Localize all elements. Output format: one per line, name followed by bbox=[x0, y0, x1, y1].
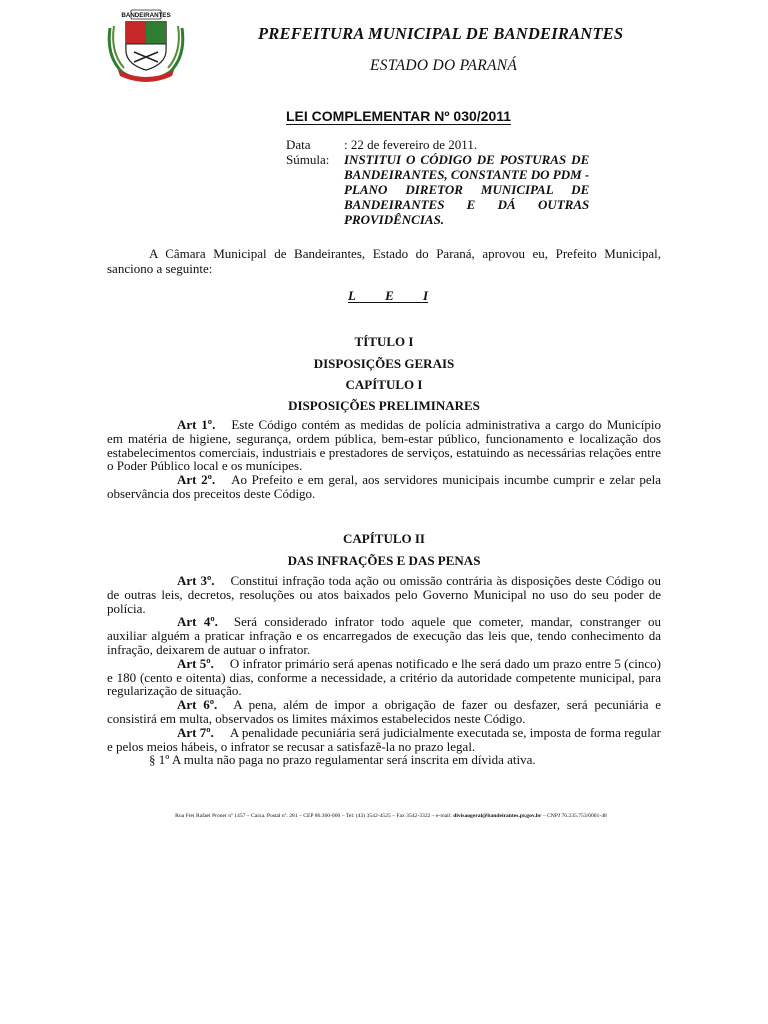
footer-cnpj: – CNPJ 76.235.753/0001-48 bbox=[541, 813, 607, 819]
article-text: A penalidade pecuniária será judicialmente executada se, imposta de forma regular e pelos meios hábeis, o infrator se recusar a satisfazê-la no prazo legal. bbox=[107, 724, 661, 754]
article-2 bbox=[107, 473, 661, 501]
article-label: Art 5º. bbox=[177, 655, 214, 671]
section-heading: DAS INFRAÇÕES E DAS PENAS bbox=[287, 553, 481, 568]
footer-email: divisaogeral@bandeirantes.pr.gov.br bbox=[453, 813, 542, 819]
article-text: Este Código contém as medidas de polícia administrativa a cargo do Município em matéria de higiene, segurança, ordem pública, bem-estar público, funcionamento e localização dos estabelecimentos comerciais, industriais e prestadores de serviços, estatuindo as necessárias relações entre o Poder Público local e os munícipes. bbox=[107, 417, 662, 474]
article-text: A pena, além de impor a obrigação de fazer ou desfazer, será pecuniária e consistirá em multa, observados os limites máximos estabelecidos neste Código. bbox=[107, 697, 661, 726]
article-label: Art 1º. bbox=[177, 417, 216, 432]
sumula-label: Súmula: bbox=[286, 152, 330, 167]
chapter-heading: CAPÍTULO I bbox=[345, 377, 423, 392]
article-4 bbox=[107, 615, 661, 656]
article-text: Constitui infração toda ação ou omissão contrária às disposições deste Código ou de outras leis, decretos, resoluções ou atos baixados pelo Governo Municipal no uso do seu poder de polícia. bbox=[107, 573, 661, 616]
article-text: O infrator primário será apenas notificado e lhe será dado um prazo entre 5 (cinco) e 180 (cento e oitenta) dias, conforme a necessidade, a critério da autoridade competente municipal, para regularização de situação. bbox=[107, 655, 661, 699]
date-label: Data bbox=[286, 137, 311, 152]
footer-address: Rua Frei Rafael Proner nº 1457 – Caixa. Postal nº. 281 – CEP 86.360-000 – Tel: (43) 3542-4525 – Fax 3542-3322 – e-mail: bbox=[175, 813, 454, 819]
sumula-line: BANDEIRANTES E DÁ OUTRAS bbox=[344, 197, 590, 212]
sumula-line: PLANO DIRETOR MUNICIPAL DE bbox=[344, 182, 590, 197]
article-5 bbox=[107, 657, 661, 698]
lei-heading bbox=[348, 288, 428, 304]
sumula-text bbox=[344, 152, 589, 227]
article-text: Será considerado infrator todo aquele que cometer, mandar, constranger ou auxiliar alguém a praticar infração e os encarregados de execução das leis que, tendo conhecimento da infração, deixarem de autuar o infrator. bbox=[107, 614, 662, 657]
municipal-crest-logo bbox=[104, 6, 188, 82]
chapter-heading: CAPÍTULO II bbox=[343, 531, 425, 546]
law-metadata bbox=[286, 137, 662, 227]
article-3 bbox=[107, 574, 661, 615]
chapter1-body bbox=[107, 418, 661, 501]
article-6 bbox=[107, 698, 661, 726]
lei-letter: L bbox=[348, 288, 356, 303]
section-heading: DISPOSIÇÕES GERAIS bbox=[313, 356, 455, 371]
lei-letter: I bbox=[422, 288, 428, 303]
law-title: LEI COMPLEMENTAR Nº 030/2011 bbox=[286, 108, 512, 124]
article-label: Art 3º. bbox=[177, 573, 215, 588]
title-heading: TÍTULO I bbox=[354, 334, 414, 349]
article-7 bbox=[107, 726, 661, 754]
municipality-header: PREFEITURA MUNICIPAL DE BANDEIRANTES bbox=[258, 24, 624, 43]
page-footer bbox=[96, 813, 686, 819]
sumula-line: BANDEIRANTES, CONSTANTE DO PDM - bbox=[344, 167, 590, 182]
date-row bbox=[286, 137, 662, 152]
article-label: Art 4º. bbox=[177, 614, 218, 630]
chapter2-body bbox=[107, 574, 661, 767]
article-1 bbox=[107, 418, 661, 473]
sumula-line: INSTITUI O CÓDIGO DE POSTURAS DE bbox=[344, 152, 590, 167]
section-heading: DISPOSIÇÕES PRELIMINARES bbox=[288, 398, 480, 413]
article-label: Art 2º. bbox=[177, 472, 216, 488]
sumula-line: PROVIDÊNCIAS. bbox=[344, 212, 445, 227]
article-text: Ao Prefeito e em geral, aos servidores municipais incumbe cumprir e zelar pela observância dos preceitos deste Código. bbox=[107, 472, 661, 501]
article-label: Art 7º. bbox=[177, 724, 214, 740]
date-value: : 22 de fevereiro de 2011. bbox=[344, 137, 478, 152]
article-label: Art 6º. bbox=[177, 697, 218, 713]
state-header: ESTADO DO PARANÁ bbox=[370, 57, 518, 74]
sumula-row bbox=[286, 152, 662, 227]
intro-paragraph: A Câmara Municipal de Bandeirantes, Estado do Paraná, aprovou eu, Prefeito Municipal, sanciono a seguinte: bbox=[107, 246, 661, 276]
svg-text:BANDEIRANTES: BANDEIRANTES bbox=[121, 12, 171, 20]
paragraph-1: § 1º A multa não paga no prazo regulamentar será inscrita em dívida ativa. bbox=[149, 752, 536, 768]
lei-letter: E bbox=[385, 288, 394, 303]
